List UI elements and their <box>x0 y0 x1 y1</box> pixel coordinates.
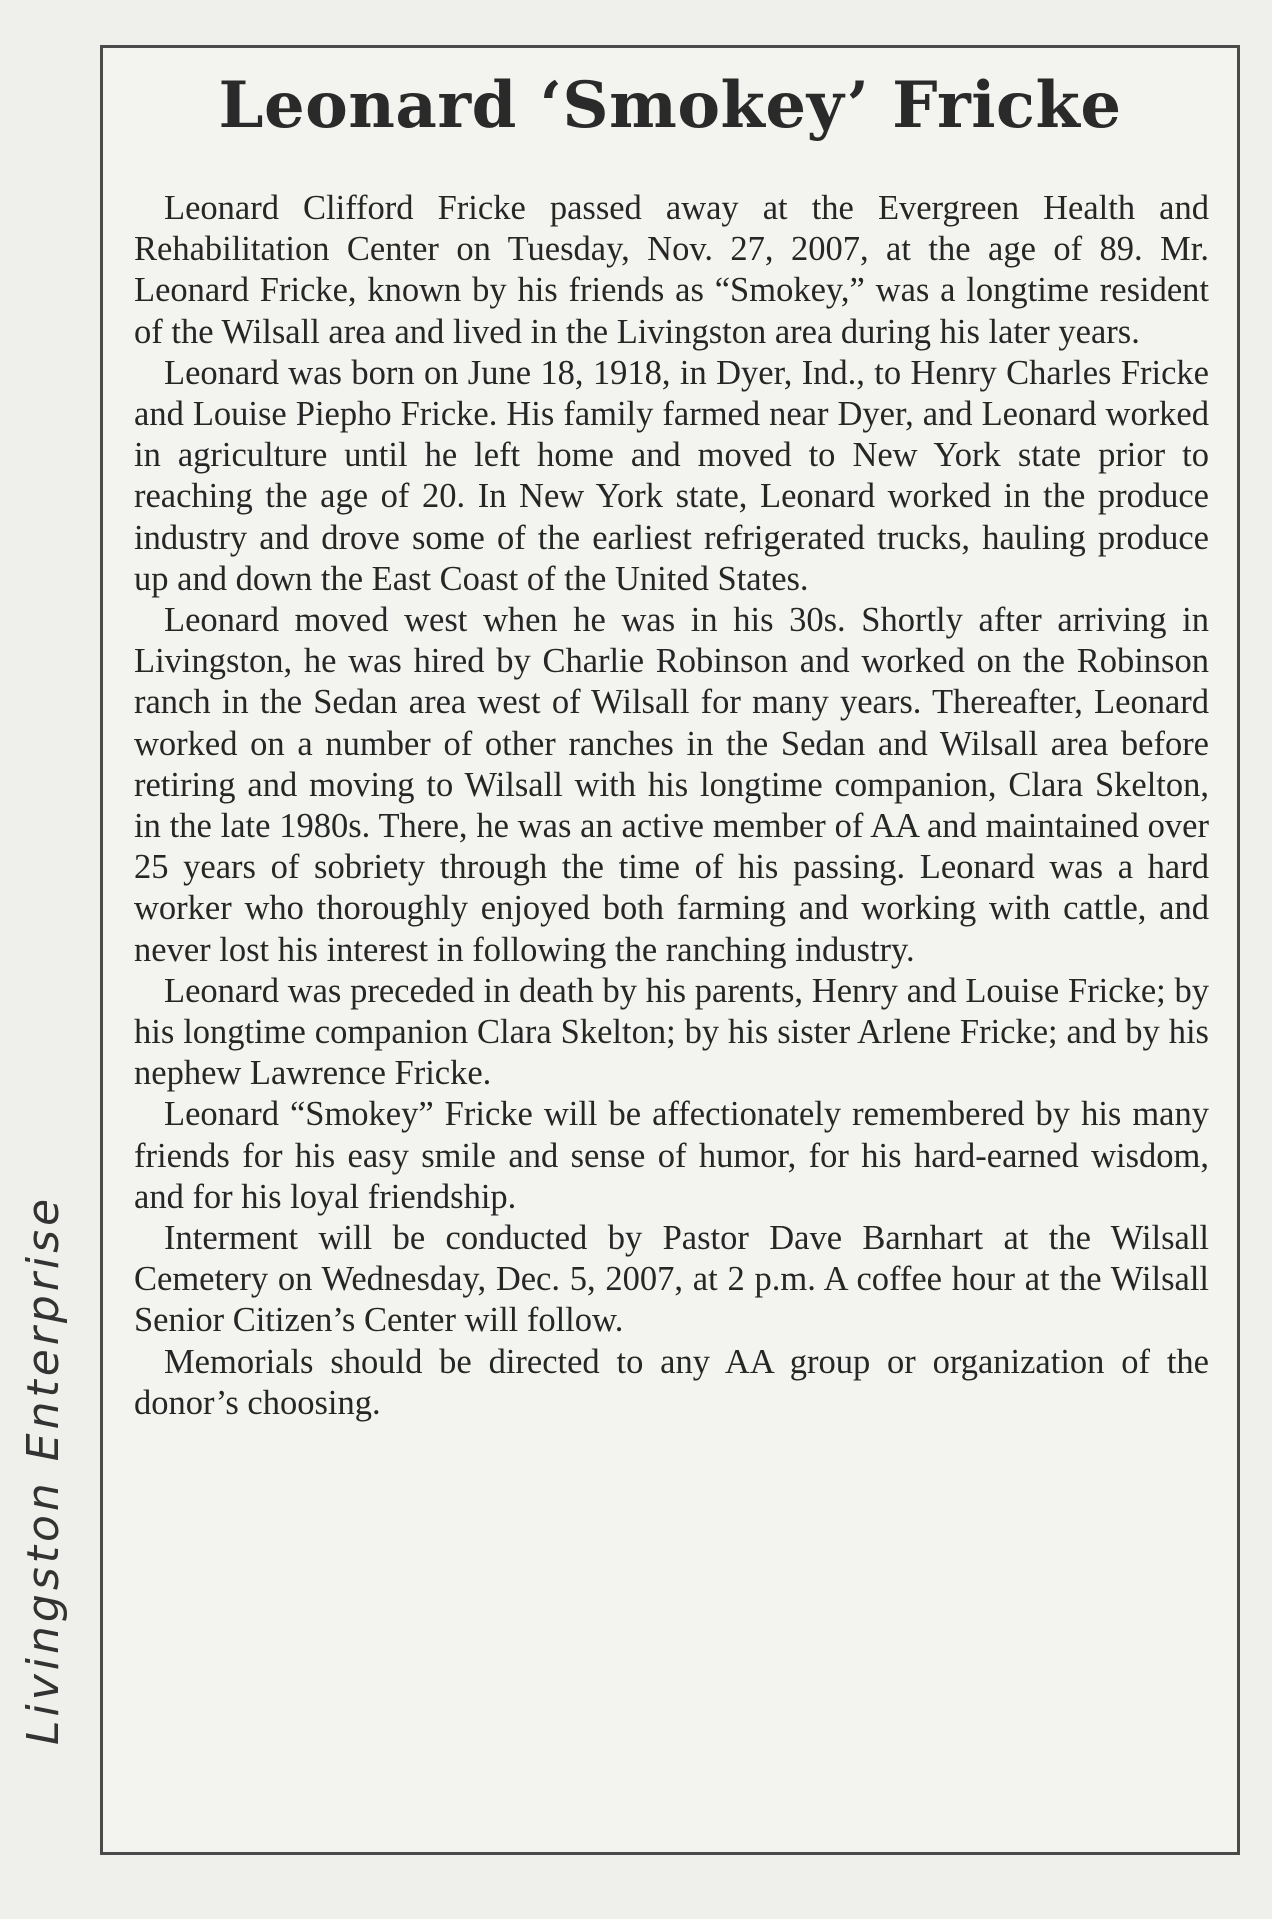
paragraph-memorials: Memorials should be directed to any AA group or organization of the donor’s choosing. <box>134 1342 1209 1422</box>
paragraph-survivors: Leonard was preceded in death by his parents, Henry and Louise Fricke; by his longtime companion Clara Skelton; by his sister Arlene Fricke; and by his nephew Lawrence Fricke. <box>134 971 1209 1093</box>
handwritten-source-note: Livingston Enterprise <box>18 1194 69 1745</box>
paragraph-remembrance: Leonard “Smokey” Fricke will be affectionately remembered by his many friends for his easy smile and sense of humor, for his hard-earned wisdom, and for his loyal friendship. <box>134 1095 1209 1216</box>
obituary-body <box>134 188 1209 1424</box>
obituary-clipping <box>100 45 1240 1855</box>
paragraph-passing: Leonard Clifford Fricke passed away at the Evergreen Health and Rehabilitation Center on Tuesday, Nov. 27, 2007, at the age of 89. Mr. Leonard Fricke, known by his friends as “Smokey,” was a longtime resident of the Wilsall area and lived in the Livingston area during his later years. <box>134 189 1209 351</box>
paragraph-birth: Leonard was born on June 18, 1918, in Dyer, Ind., to Henry Charles Fricke and Louise Piepho Fricke. His family farmed near Dyer, and Leonard worked in agriculture until he left home and moved to New York state prior to reaching the age of 20. In New York state, Leonard worked in the produce industry and drove some of the earliest refrigerated trucks, hauling produce up and down the East Coast of the United States. <box>134 353 1209 598</box>
paragraph-career: Leonard moved west when he was in his 30s. Shortly after arriving in Livingston, he was hired by Charlie Robinson and worked on the Robinson ranch in the Sedan area west of Wilsall for many years. Thereafter, Leonard worked on a number of other ranches in the Sedan and Wilsall area before retiring and moving to Wilsall with his longtime companion, Clara Skelton, in the late 1980s. There, he was an active member of AA and maintained over 25 years of sobriety through the time of his passing. Leonard was a hard worker who thoroughly enjoyed both farming and working with cattle, and never lost his interest in following the ranching industry. <box>134 601 1209 969</box>
paragraph-interment: Interment will be conducted by Pastor Dave Barnhart at the Wilsall Cemetery on Wednesday, Dec. 5, 2007, at 2 p.m. A coffee hour at the Wilsall Senior Citizen’s Center will follow. <box>134 1219 1209 1340</box>
obituary-headline: Leonard ‘Smokey’ Fricke <box>218 68 1122 143</box>
